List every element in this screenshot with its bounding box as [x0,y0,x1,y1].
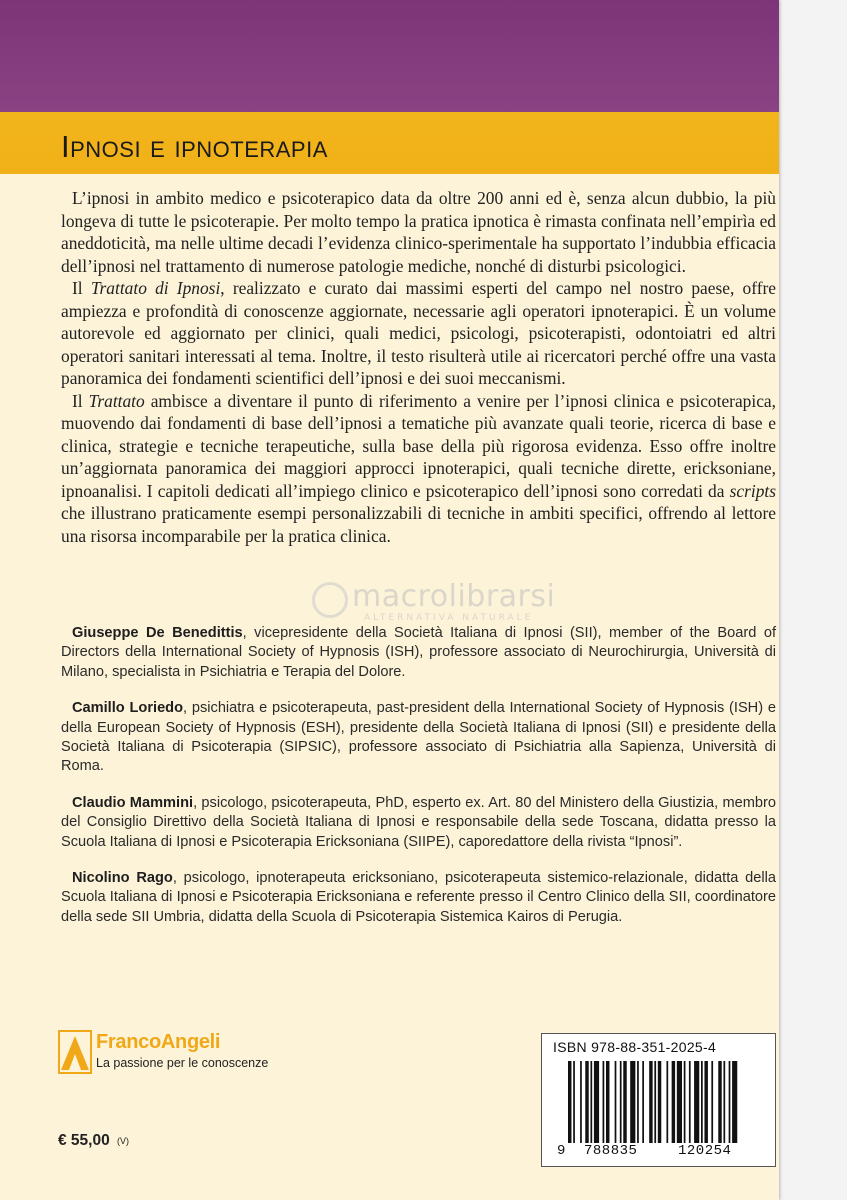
watermark [312,580,612,628]
barcode-bar [585,1061,588,1143]
description-paragraph [61,187,776,277]
text-run: Il [72,278,91,298]
publisher-triangle-icon [58,1030,92,1074]
barcode-bar [654,1061,656,1143]
barcode-bar [580,1061,582,1143]
author-description: , psicologo, psicoterapeuta, PhD, esperto ex. Art. 80 del Ministero della Giustizia, membro del Consiglio Direttivo della Società Italiana di Ipnosi e responsabile della sede Toscana, didatta presso la Scuola Italiana di Ipnosi e Psicoterapia Ericksoniana (SIIPE), caporedattore della rivista “Ipnosi”. [61,794,776,850]
barcode-bar [684,1061,686,1143]
barcode-bar [590,1061,592,1143]
barcode-bar [704,1061,707,1143]
barcode-bar [649,1061,652,1143]
italic-phrase: Trattato di Ipnosi [90,278,221,298]
barcode-bar [658,1061,661,1143]
purple-top-band [0,0,779,112]
barcode-bar [603,1061,605,1143]
text-run: che illustrano praticamente esempi personalizzabili di tecniche in ambiti specifici, offrendo al lettore una risorsa incomparabile per la pratica clinica. [61,503,776,546]
italic-phrase: Trattato [88,390,145,411]
barcode-bar [642,1061,644,1143]
text-run: L’ipnosi in ambito medico e psicoterapico data da oltre 200 anni ed è, senza alcun dubbio, la più longeva di tutte le psicoterapie. Per molto tempo la pratica ipnotica è rimasta confinata nell’empirìa ed aneddoticità, ma nelle ultime decadi l’evidenza clinico-sperimentale ha supportato l’indubbia efficacia dell’ipnosi nel trattamento di numerose patologie mediche, nonché di disturbi psicologici. [61,188,776,276]
barcode-bar [723,1061,725,1143]
watermark-name: macrolibrarsi [352,579,556,614]
author-name: Nicolino Rago [72,870,173,887]
barcode-bar [630,1061,635,1143]
barcode-bar [672,1061,675,1143]
barcode-digits [546,1143,771,1161]
barcode-bar [694,1061,699,1143]
description-paragraph [61,390,776,548]
barcode-digit-first: 9 [557,1143,566,1159]
text-run: Il [72,390,89,411]
barcode-digits-right: 120254 [678,1143,732,1159]
barcode-bar [606,1061,609,1143]
watermark-tagline: ALTERNATIVA NATURALE [364,613,534,623]
barcode-bar [689,1061,691,1143]
italic-phrase: scripts [729,480,776,501]
barcode-bar [573,1061,575,1143]
text-run: ambisce a diventare il punto di riferimento a venire per l’ipnosi clinica e psicoterapica, muovendo dai fondamenti di base dell’ipnosi a tematiche più avanzate quali teorie, ricerca di base e clinica, strategie e tecniche terapeutiche, sulla base della più rigorosa evidenza. Esso offre inoltre un’aggiornata panoramica dei maggiori approcci ipnoterapici, quali tecniche dirette, ericksoniane, ipnoanalisi. I capitoli dedicati all’impiego clinico e psicoterapico dell’ipnosi sono corredati da [61,390,776,501]
barcode-digits-left: 788835 [584,1143,638,1159]
barcode-icon [568,1061,758,1143]
price [58,1132,129,1150]
barcode-bar [729,1061,731,1143]
barcode-bar [701,1061,703,1143]
barcode-bar [594,1061,599,1143]
barcode-bar [620,1061,622,1143]
isbn-barcode-box [541,1033,776,1167]
barcode-bar [711,1061,713,1143]
text-run: , realizzato e curato dai massimi esperti del campo nel nostro paese, offre ampiezza e profondità di conoscenze aggiornate, necessarie agli operatori ipnoterapici. È un volume autorevole ed aggiornato per clinici, quali medici, psicologi, psicoterapisti, odontoiatri ed altri operatori sanitari interessati al tema. Inoltre, il testo risulterà utile ai ricercatori perché offre una vasta panoramica dei fondamenti scientifici dell’ipnosi e dei suoi meccanismi. [61,278,776,388]
price-note: (V) [117,1135,130,1146]
author-name: Claudio Mammini [72,794,194,811]
book-title: Ipnosi e ipnoterapia [61,129,328,164]
barcode-bar [677,1061,682,1143]
barcode-bar [718,1061,721,1143]
description-text [61,187,776,547]
author-description: , psicologo, ipnoterapeuta ericksoniano, psicoterapeuta sistemico-relazionale, didatta della Scuola Italiana di Ipnosi e Psicoterapia Ericksoniana e referente presso il Centro Clinico della SII, coordinatore della sede SII Umbria, didatta della Scuola di Psicoterapia Sistemica Kairos di Perugia. [61,870,776,925]
authors-section [61,624,776,944]
description-paragraph [61,277,776,390]
barcode-bar [623,1061,626,1143]
author-description: , vicepresidente della Società Italiana di Ipnosi (SII), member of the Board of Directors della International Society of Hypnosis (ISH), professore associato di Neurochirurgia, Università di Milano, specialista in Psichiatria e Terapia del Dolore. [61,625,776,680]
barcode-bar [637,1061,639,1143]
publisher-name: FrancoAngeli [96,1031,221,1053]
publisher-logo [58,1030,318,1076]
barcode-bar [568,1061,571,1143]
author-name: Giuseppe De Benedittis [72,625,243,641]
isbn-label: ISBN 978-88-351-2025-4 [553,1039,717,1055]
price-amount: € 55,00 [58,1132,110,1149]
title-bar [0,112,779,174]
author-bio [61,699,776,777]
watermark-logo-icon [312,582,348,618]
author-bio [61,624,776,682]
author-bio [61,794,776,852]
publisher-tagline: La passione per le conoscenze [96,1056,269,1070]
author-name: Camillo Loriedo [72,700,184,717]
barcode-bar [666,1061,668,1143]
author-description: , psichiatra e psicoterapeuta, past-president della International Society of Hypnosis (ISH) e della European Society of Hypnosis (ESH), presidente della Società Italiana di Ipnosi (SII) e presidente della Società Italiana di Psicoterapia (SIPSIC), professore associato di Psichiatria alla Sapienza, Università di Roma. [61,700,776,775]
barcode-bar [732,1061,737,1143]
barcode-bar [615,1061,617,1143]
author-bio [61,869,776,927]
